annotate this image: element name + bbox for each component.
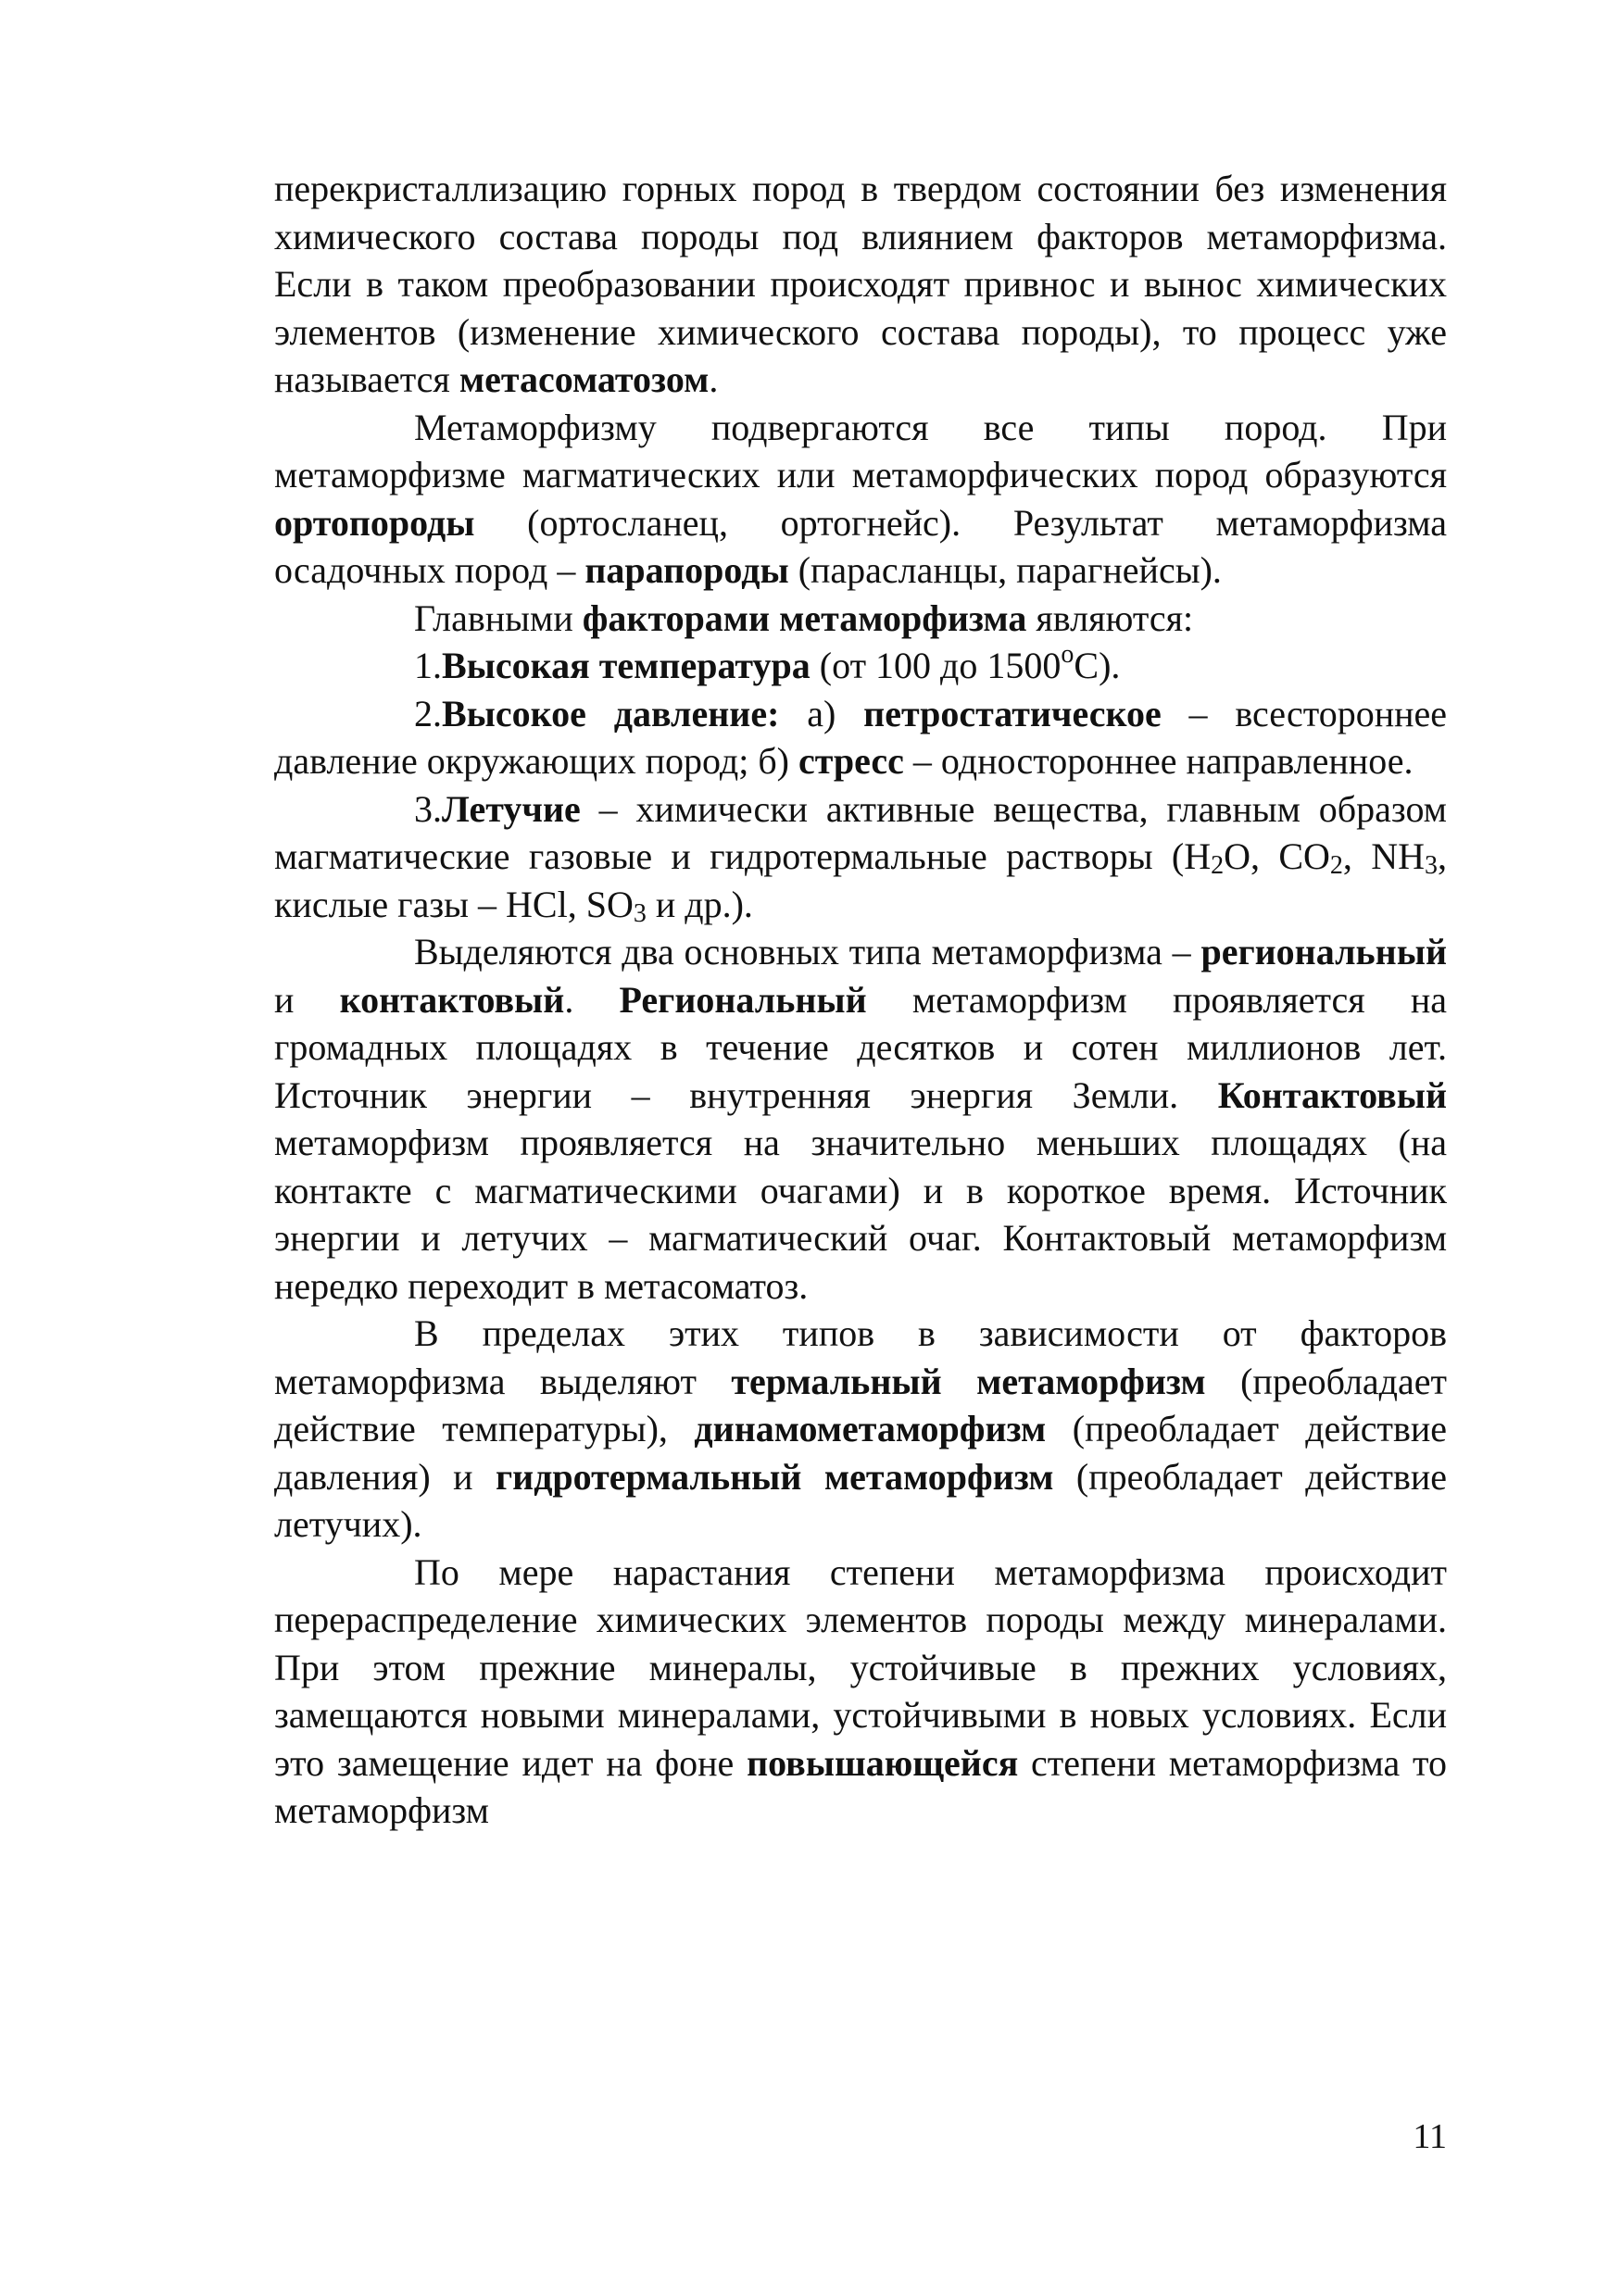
paragraph [274, 690, 1447, 785]
body-text [274, 165, 1447, 1835]
paragraph [274, 785, 1447, 929]
bold-term: гидротермальный метаморфизм [495, 1455, 1054, 1498]
bold-term: Контактовый [1217, 1073, 1447, 1116]
bold-term: термальный метаморфизм [731, 1360, 1206, 1402]
text-run: степени метаморфизма то метаморфизм [274, 1741, 1447, 1831]
text-run: Главными [414, 596, 583, 639]
text-run: С). [1074, 645, 1121, 686]
paragraph [274, 404, 1447, 595]
text-run: В пределах этих типов в зависимости от факторов метаморфизма выделяют [274, 1312, 1447, 1402]
paragraph [274, 595, 1447, 643]
paragraph [274, 165, 1447, 404]
text-run: Выделяются два основных типа метаморфизма – [414, 931, 1201, 972]
bold-term: контактовый [339, 978, 565, 1021]
text-run: – всестороннее давление окружающих пород; б) [274, 692, 1448, 782]
text-run: (от 100 до 1500 [810, 645, 1062, 686]
subscript: 3 [1425, 851, 1439, 881]
text-run: являются: [1026, 596, 1194, 639]
subscript: 3 [633, 898, 647, 928]
bold-term: метасоматозом [459, 358, 710, 400]
text-run: (преобладает действие температуры), [274, 1360, 1447, 1449]
text-run: Метаморфизму подвергаются все типы пород. При метаморфизме магматических или метаморфических пород образуются [274, 406, 1447, 496]
text-run: . [564, 978, 620, 1021]
bold-term: Высокое давление: [442, 692, 780, 734]
paragraph [274, 928, 1447, 1310]
text-run: – одностороннее направленное. [903, 740, 1414, 782]
bold-term: парапороды [584, 549, 789, 591]
text-run: метаморфизм проявляется на громадных площадях в течение десятков и сотен миллионов лет. Источник энергии – внутренняя энергия Земли. [274, 978, 1447, 1116]
text-run: – химически активные вещества, главным образом магматические газовые и гидротермальные растворы (H [274, 787, 1447, 877]
text-run: . [709, 358, 719, 400]
bold-term: ортопороды [274, 501, 475, 544]
bold-term: динамометаморфизм [694, 1408, 1047, 1449]
text-run: (преобладает действие летучих). [274, 1455, 1447, 1545]
text-run: , кислые газы – HCl, SO [274, 835, 1448, 925]
paragraph [274, 1549, 1447, 1835]
text-run: O, CO [1224, 835, 1330, 877]
bold-term: Летучие [442, 787, 581, 830]
bold-term: петростатическое [863, 692, 1162, 734]
text-run: 2. [414, 692, 442, 734]
bold-term: стресс [798, 740, 904, 782]
page-number: 11 [1413, 2117, 1447, 2156]
superscript: о [1061, 640, 1074, 670]
bold-term: Высокая температура [442, 645, 810, 686]
text-run: (парасланцы, парагнейсы). [788, 549, 1222, 591]
subscript: 2 [1211, 851, 1225, 881]
bold-term: факторами метаморфизма [582, 596, 1027, 639]
text-run: а) [779, 692, 864, 734]
text-run: 3. [414, 787, 442, 830]
bold-term: региональный [1200, 931, 1447, 972]
text-run: По мере нарастания степени метаморфизма происходит перераспределение химических элементов породы между минералами. При этом прежние минералы, устойчивые в прежних условиях, замещаются новыми минералами, устойчивыми в новых условиях. Если это замещение идет на фоне [274, 1550, 1447, 1784]
text-run: и др.). [646, 883, 753, 925]
text-run: 1. [414, 645, 442, 686]
text-run: перекристаллизацию горных пород в твердом состоянии без изменения химического состава породы под влиянием факторов метаморфизма. Если в таком преобразовании происходят привнос и вынос химических элементов (изменение химического состава породы), то процесс уже называется [274, 168, 1447, 400]
text-run: метаморфизм проявляется на значительно меньших площадях (на контакте с магматическими очагами) и в короткое время. Источник энергии и летучих – магматический очаг. Контактовый метаморфизм нередко переходит в метасоматоз. [274, 1122, 1447, 1307]
text-run: и [274, 978, 340, 1021]
text-run: , NH [1342, 835, 1426, 877]
bold-term: повышающейся [747, 1741, 1019, 1784]
bold-term: Региональный [619, 978, 867, 1021]
subscript: 2 [1329, 851, 1343, 881]
paragraph [274, 1310, 1447, 1549]
text-run: (преобладает действие давления) и [274, 1408, 1447, 1498]
text-run: (ортосланец, ортогнейс). Результат метаморфизма осадочных пород – [274, 501, 1447, 591]
paragraph [274, 642, 1447, 690]
